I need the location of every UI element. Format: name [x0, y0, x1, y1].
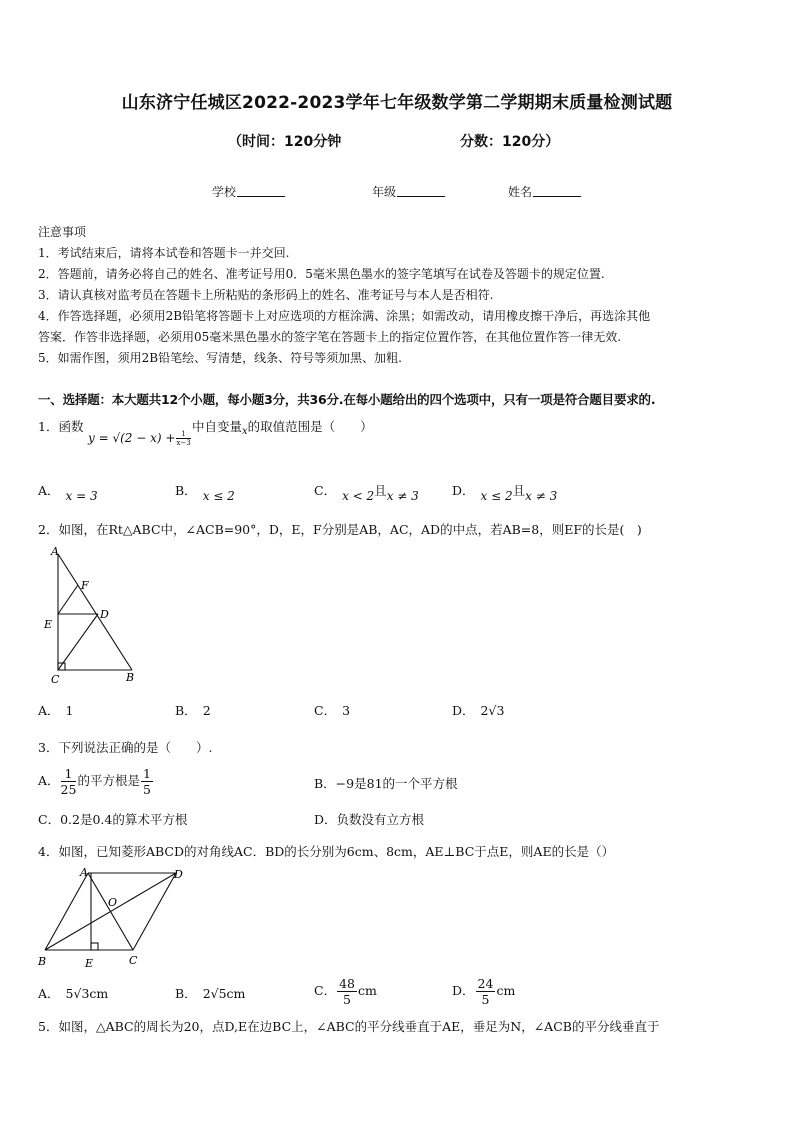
fraction-1-5: [141, 766, 153, 797]
exam-title: 山东济宁任城区2022-2023学年七年级数学第二学期期末质量检测试题: [121, 93, 673, 113]
fraction-1-25: [61, 766, 77, 797]
q2-stem: 2．如图，在Rt△ABC中，∠ACB=90°，D，E，F分别是AB，AC，AD的中点，若AB=8，则EF的长是( ): [38, 522, 642, 537]
label-f: F: [81, 579, 89, 592]
option-text: 2√3: [480, 703, 505, 718]
note-item: 1．考试结束后，请将本试卷和答题卡一并交回.: [38, 246, 290, 260]
name-field: [508, 183, 581, 200]
option-text: x ≤ 2: [202, 489, 235, 503]
q1-formula-fraction: [176, 430, 190, 447]
q1-mid: 中自变量: [192, 419, 243, 434]
section-heading: 一、选择题：本大题共12个小题，每小题3分，共36分.在每小题给出的四个选项中，只有一项是符合题目要求的.: [38, 392, 656, 407]
grade-label: 年级: [372, 185, 397, 199]
school-blank: [237, 184, 285, 197]
q2-figure: [40, 544, 150, 686]
frac-num: 48: [339, 976, 355, 991]
q4-option-d[interactable]: [452, 976, 515, 1007]
fraction: [337, 976, 357, 1007]
option-pre: x ≤ 2: [480, 489, 513, 503]
school-field: [212, 183, 285, 200]
frac-den: 25: [60, 782, 77, 797]
q1-option-c[interactable]: [314, 483, 419, 503]
grade-field: [372, 183, 445, 200]
option-label: C．: [314, 703, 337, 718]
q3-option-c[interactable]: C．0.2是0.4的算术平方根: [38, 812, 188, 827]
note-item: 答案．作答非选择题，必须用05毫米黑色墨水的签字笔在答题卡上的指定位置作答，在其他位置作答一律无效.: [38, 330, 622, 344]
option-label: D．: [452, 983, 475, 998]
diagonal-bd: [45, 873, 176, 950]
label-c: C: [129, 954, 138, 967]
side-ab: [58, 554, 132, 670]
label-d: D: [100, 608, 109, 621]
right-angle-mark: [91, 943, 98, 950]
option-text: 2: [202, 703, 211, 718]
option-mid: 的平方根是: [77, 773, 140, 788]
grade-blank: [397, 184, 445, 197]
exam-time: （时间：120分钟: [228, 134, 342, 150]
option-unit: cm: [496, 983, 516, 998]
option-label: B．: [175, 703, 197, 718]
side-ab: [45, 873, 88, 950]
frac-num: 24: [477, 976, 494, 991]
option-post: x ≠ 3: [386, 489, 419, 503]
option-label: A．: [38, 773, 60, 788]
label-a: A: [80, 866, 88, 879]
q3-option-a[interactable]: [38, 766, 154, 797]
side-cd: [133, 873, 176, 950]
exam-score: 分数：120分）: [460, 134, 560, 150]
option-unit: cm: [357, 983, 377, 998]
note-item: 3．请认真核对监考员在答题卡上所粘贴的条形码上的姓名、准考证号与本人是否相符.: [38, 288, 494, 302]
q2-option-c[interactable]: [314, 703, 350, 719]
name-label: 姓名: [508, 185, 533, 199]
label-b: B: [38, 955, 47, 968]
q4-option-a[interactable]: [38, 986, 108, 1002]
fraction: [476, 976, 496, 1007]
note-item: 5．如需作图，须用2B铅笔绘、写清楚，线条、符号等须加黑、加粗.: [38, 351, 402, 365]
option-text: 2√5cm: [202, 986, 246, 1001]
label-a: A: [51, 545, 59, 558]
option-label: C．: [314, 983, 337, 998]
q3-option-d[interactable]: D．负数没有立方根: [314, 812, 425, 827]
segment-ef: [58, 585, 78, 614]
label-d: D: [174, 868, 183, 881]
q2-option-d[interactable]: [452, 703, 504, 719]
label-o: O: [108, 896, 118, 909]
q4-option-c[interactable]: [314, 976, 377, 1007]
q1-suffix: 的取值范围是（ ）: [247, 419, 373, 434]
frac-num: 1: [61, 766, 77, 782]
label-e: E: [44, 618, 53, 631]
q2-option-b[interactable]: [175, 703, 211, 719]
option-text: 5√3cm: [65, 986, 109, 1001]
option-label: A．: [38, 483, 60, 498]
label-e: E: [85, 957, 94, 970]
q1-option-a[interactable]: [38, 483, 98, 503]
option-label: B．: [175, 483, 197, 498]
frac-den: 5: [481, 992, 490, 1007]
option-label: A．: [38, 986, 60, 1001]
option-pre: x < 2: [342, 489, 375, 503]
option-text: 3: [342, 703, 351, 718]
option-text: x = 3: [65, 489, 98, 503]
q1-frac-num: 1: [176, 430, 190, 439]
label-c: C: [51, 673, 60, 686]
frac-num: 1: [142, 766, 151, 781]
q1-formula: [88, 430, 192, 447]
note-item: 4．作答选择题，必须用2B铅笔将答题卡上对应选项的方框涂满、涂黑；如需改动，请用橡皮擦干净后，再选涂其他: [38, 309, 651, 323]
q3-option-b[interactable]: B．−9是81的一个平方根: [314, 776, 458, 791]
q4-stem: 4．如图，已知菱形ABCD的对角线AC．BD的长分别为6cm、8cm，AE⊥BC于点E，则AE的长是（）: [38, 844, 615, 859]
q5-stem: 5．如图，△ABC的周长为20，点D,E在边BC上，∠ABC的平分线垂直于AE，垂足为N，∠ACB的平分线垂直于: [38, 1019, 660, 1034]
q1-option-d[interactable]: [452, 483, 558, 503]
option-post: x ≠ 3: [525, 489, 558, 503]
q1-var: x: [242, 426, 248, 437]
q1-prefix: 1．函数: [38, 419, 84, 434]
q1-suffix-line: [192, 419, 373, 440]
q1-formula-main: y = √(2 − x) +: [88, 431, 176, 445]
q4-figure: [36, 864, 192, 974]
name-blank: [533, 184, 581, 197]
option-label: B．: [175, 986, 197, 1001]
frac-den: 5: [343, 992, 351, 1007]
option-text: 1: [65, 703, 74, 718]
q4-option-b[interactable]: [175, 986, 245, 1002]
option-label: C．: [314, 483, 337, 498]
q1-option-b[interactable]: [175, 483, 235, 503]
option-mid: 且: [512, 483, 526, 498]
label-b: B: [126, 671, 135, 684]
q2-option-a[interactable]: [38, 703, 73, 719]
notes-heading: 注意事项: [38, 225, 87, 239]
option-mid: 且: [374, 483, 387, 498]
option-label: D．: [452, 483, 475, 498]
q3-stem: 3．下列说法正确的是（ ）.: [38, 740, 213, 755]
note-item: 2．答题前，请务必将自己的姓名、准考证号用0．5毫米黑色墨水的签字笔填写在试卷及答题卡的规定位置.: [38, 267, 605, 281]
school-label: 学校: [212, 185, 237, 199]
segment-cd: [58, 614, 98, 670]
frac-den: 5: [142, 782, 151, 797]
option-label: A．: [38, 703, 60, 718]
option-label: D．: [452, 703, 475, 718]
q1-frac-den: x−3: [176, 439, 191, 447]
